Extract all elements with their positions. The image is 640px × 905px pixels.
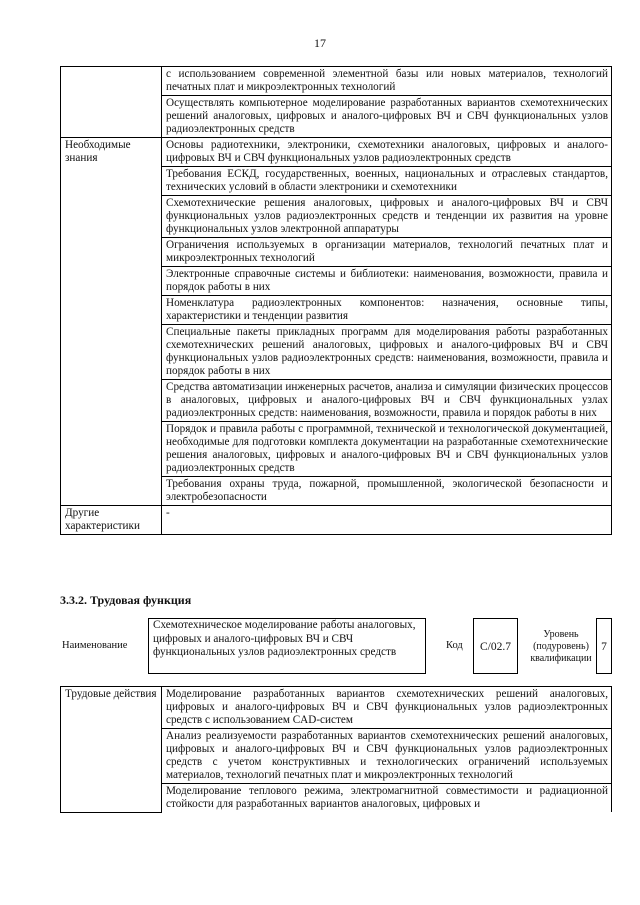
row-label-knowledge: Необходимые знания [61,138,162,506]
table-row [61,687,612,729]
table-row [61,506,612,535]
table-cell: Осуществлять компьютерное моделирование разработанных вариантов схемотехнических решений аналоговых, цифровых и аналого-цифровых ВЧ и СВЧ функциональных узлов радиоэлектронных средств [162,96,612,138]
table-cell: Требования охраны труда, пожарной, промышленной, экологической безопасности и электробезопасности [162,477,612,506]
table-cell: Требования ЕСКД, государственных, военных, национальных и отраслевых стандартов, технических условий в области электроники и схемотехники [162,167,612,196]
table-cell: с использованием современной элементной базы или новых материалов, технологий печатных плат и микроэлектронных технологий [162,67,612,96]
table-row [61,138,612,167]
table-cell: Номенклатура радиоэлектронных компонентов: назначения, основные типы, характеристики и тенденции развития [162,296,612,325]
table-cell: Моделирование теплового режима, электромагнитной совместимости и радиационной стойкости для разработанных вариантов аналоговых, цифровых и [162,784,612,813]
table-cell: Электронные справочные системы и библиотеки: наименования, возможности, правила и порядок работы в них [162,267,612,296]
table-cell: Средства автоматизации инженерных расчетов, анализа и симуляции физических процессов в аналоговых, цифровых и аналого-цифровых ВЧ и СВЧ функциональных узлах радиоэлектронных средств: наименования, возможности, правила и порядок работы в них [162,380,612,422]
name-label: Наименование [62,640,128,651]
row-label-actions: Трудовые действия [61,687,162,813]
table-cell: - [162,506,612,535]
table-cell: Основы радиотехники, электроники, схемотехники аналоговых, цифровых и аналого-цифровых ВЧ и СВЧ функциональных узлов радиоэлектронных средств [162,138,612,167]
knowledge-table [60,66,612,535]
section-title: 3.3.2. Трудовая функция [60,593,192,607]
table-cell: Специальные пакеты прикладных программ для моделирования работы разработанных схемотехнических решений аналоговых, цифровых и аналого-цифровых ВЧ и СВЧ функциональных узлов радиоэлектронных средств: наименования, возможности, правила и порядок работы в них [162,325,612,380]
table-cell: Порядок и правила работы с программной, технической и технологической документацией, необходимые для подготовки комплекта документации на разработанные схемотехнические решения аналоговых, цифровых и аналого-цифровых ВЧ и СВЧ функциональных узлов радиоэлектронных средств [162,422,612,477]
row-label-other: Другие характеристики [61,506,162,535]
table-row [61,67,612,96]
table-cell: Анализ реализуемости разработанных вариантов схемотехнических решений аналоговых, цифровых и аналого-цифровых ВЧ и СВЧ функциональных узлов радиоэлектронных средств с учетом конструктивных и технологических ограничений используемых материалов, технологий печатных плат и микроэлектронных технологий [162,729,612,784]
page-number: 17 [314,36,326,50]
code-label: Код [446,640,463,651]
table-cell: Моделирование разработанных вариантов схемотехнических решений аналоговых, цифровых и аналого-цифровых ВЧ и СВЧ функциональных узлов радиоэлектронных средств с использованием CAD-систем [162,687,612,729]
function-code: C/02.7 [473,618,518,674]
row-label-empty [61,67,162,138]
actions-table [60,686,612,813]
qualification-level: 7 [596,618,612,674]
function-name: Схемотехническое моделирование работы аналоговых, цифровых и аналого-цифровых ВЧ и СВЧ функциональных узлов радиоэлектронных средств [148,618,426,674]
function-header [60,618,612,676]
level-label: Уровень (подуровень) квалификации [530,629,592,664]
table-cell: Схемотехнические решения аналоговых, цифровых и аналого-цифровых ВЧ и СВЧ функциональных узлов радиоэлектронных средств и тенденции их развития на уровне функциональных узлов электронной аппаратуры [162,196,612,238]
table-cell: Ограничения используемых в организации материалов, технологий печатных плат и микроэлектронных технологий [162,238,612,267]
